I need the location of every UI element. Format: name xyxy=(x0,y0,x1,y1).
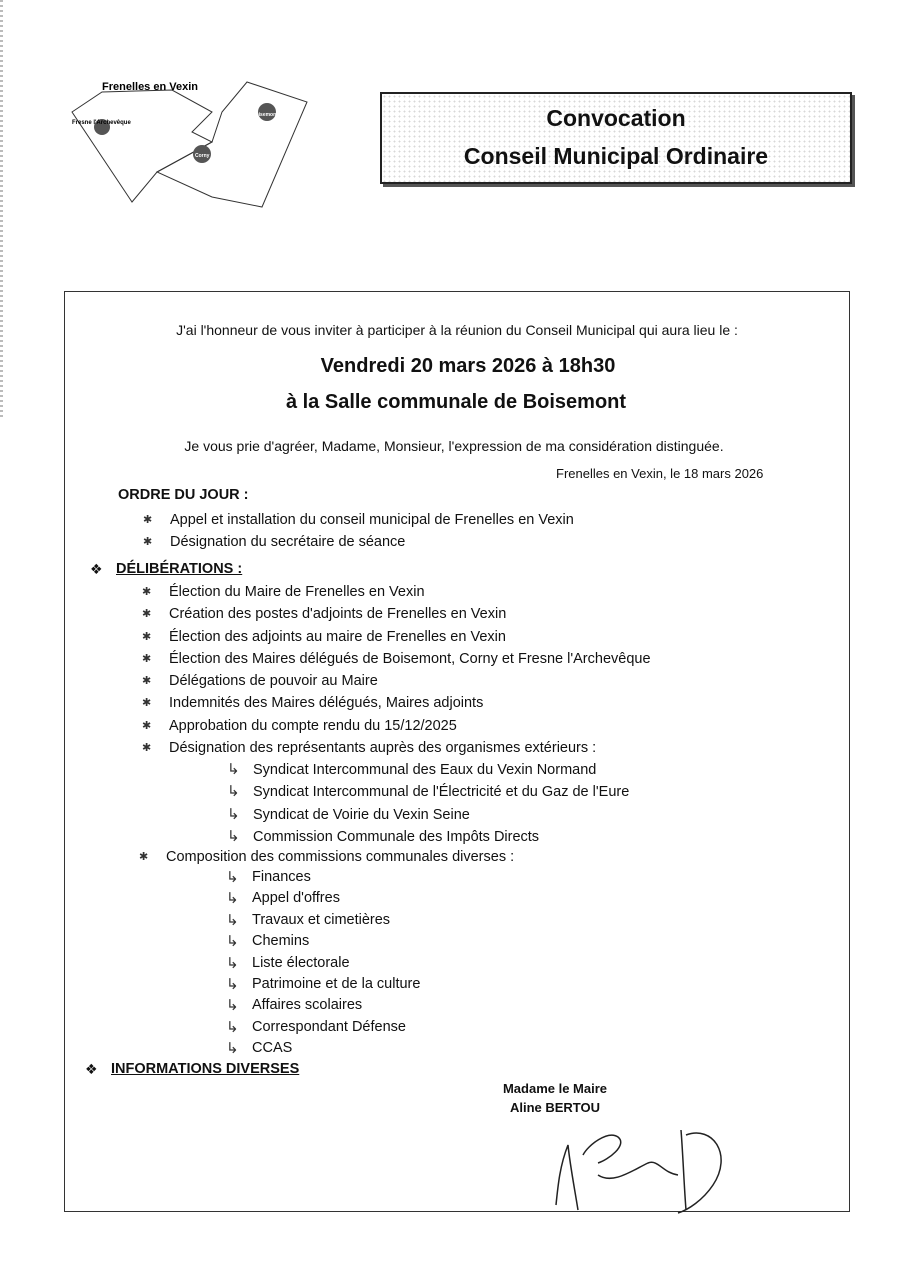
arrow-bullet-icon: ↳ xyxy=(226,1018,239,1036)
star-bullet-icon: ✱ xyxy=(142,608,152,621)
list-item: ↳ Finances xyxy=(252,867,420,888)
list-item: ↳ Correspondant Défense xyxy=(252,1017,420,1038)
commissions-heading-list xyxy=(139,846,515,868)
list-item: ✱ Création des postes d'adjoints de Frenelles en Vexin xyxy=(169,603,651,625)
list-item: ↳ Affaires scolaires xyxy=(252,995,420,1016)
list-item: ✱ Élection du Maire de Frenelles en Vexin xyxy=(169,581,651,603)
list-item: ✱ Appel et installation du conseil municipal de Frenelles en Vexin xyxy=(170,509,574,531)
list-item: ↳ CCAS xyxy=(252,1038,420,1059)
list-item: ↳ Patrimoine et de la culture xyxy=(252,974,420,995)
arrow-bullet-icon: ↳ xyxy=(226,975,239,993)
title-line1: Convocation xyxy=(546,105,686,131)
list-item: ↳ Chemins xyxy=(252,931,420,952)
list-item: ✱ Élection des adjoints au maire de Frenelles en Vexin xyxy=(169,626,651,648)
list-item: ✱ Élection des Maires délégués de Boisemont, Corny et Fresne l'Archevêque xyxy=(169,648,651,670)
star-bullet-icon: ✱ xyxy=(142,742,152,755)
meeting-date: Vendredi 20 mars 2026 à 18h30 xyxy=(320,355,616,377)
star-bullet-icon: ✱ xyxy=(139,851,149,863)
four-diamond-icon: ❖ xyxy=(90,561,103,577)
invitation-intro: J'ai l'honneur de vous inviter à participer à la réunion du Conseil Municipal qui aura lieu le : xyxy=(176,322,738,338)
list-item: ↳ Commission Communale des Impôts Directs xyxy=(253,826,629,848)
star-bullet-icon: ✱ xyxy=(142,675,152,688)
signatory-role: Madame le Maire xyxy=(502,1081,608,1096)
list-item: ✱ Délégations de pouvoir au Maire xyxy=(169,670,651,692)
deliberations-list xyxy=(142,581,651,759)
list-item: ✱ Indemnités des Maires délégués, Maires adjoints xyxy=(169,692,651,714)
star-bullet-icon: ✱ xyxy=(142,586,152,598)
arrow-bullet-icon: ↳ xyxy=(227,783,240,801)
list-item: ↳ Liste électorale xyxy=(252,953,420,974)
handwritten-signature xyxy=(538,1115,738,1215)
arrow-bullet-icon: ↳ xyxy=(226,890,239,908)
informations-heading: ❖ INFORMATIONS DIVERSES xyxy=(85,1061,300,1077)
arrow-bullet-icon: ↳ xyxy=(226,954,239,972)
list-item: ↳ Syndicat Intercommunal de l'Électricité et du Gaz de l'Eure xyxy=(253,781,629,803)
deliberations-heading: ❖ DÉLIBÉRATIONS : xyxy=(90,561,243,577)
arrow-bullet-icon: ↳ xyxy=(226,869,239,886)
municipality-logo xyxy=(62,72,312,212)
list-item: ✱ Désignation des représentants auprès des organismes extérieurs : xyxy=(169,737,651,759)
organisms-list xyxy=(227,759,630,848)
arrow-bullet-icon: ↳ xyxy=(226,911,239,929)
arrow-bullet-icon: ↳ xyxy=(227,827,240,845)
star-bullet-icon: ✱ xyxy=(142,697,152,710)
list-item: ✱ Approbation du compte rendu du 15/12/2025 xyxy=(169,715,651,737)
logo-label-fresne: Fresne l'Archevêque xyxy=(72,120,131,126)
arrow-bullet-icon: ↳ xyxy=(226,1040,239,1058)
logo-label-boisemont: Boisemont xyxy=(252,112,278,118)
star-bullet-icon: ✱ xyxy=(142,719,152,732)
logo-label-corny: Corny xyxy=(195,153,210,159)
star-bullet-icon: ✱ xyxy=(142,630,152,643)
star-bullet-icon: ✱ xyxy=(142,652,152,665)
arrow-bullet-icon: ↳ xyxy=(227,805,240,823)
logo-title: Frenelles en Vexin xyxy=(102,81,198,93)
list-item: ✱ Désignation du secrétaire de séance xyxy=(170,531,574,553)
list-item: ↳ Syndicat Intercommunal des Eaux du Vexin Normand xyxy=(253,759,629,781)
arrow-bullet-icon: ↳ xyxy=(227,761,240,778)
agenda-heading: ORDRE DU JOUR : xyxy=(118,487,249,503)
list-item: ↳ Appel d'offres xyxy=(252,888,420,909)
arrow-bullet-icon: ↳ xyxy=(226,997,239,1015)
list-item: ✱ Composition des commissions communales diverses : xyxy=(166,846,514,868)
scan-edge xyxy=(0,0,3,420)
closing-formula: Je vous prie d'agréer, Madame, Monsieur, l'expression de ma considération distinguée. xyxy=(184,438,724,454)
title-box xyxy=(380,92,852,184)
list-item: ↳ Syndicat de Voirie du Vexin Seine xyxy=(253,804,629,826)
title-line2: Conseil Municipal Ordinaire xyxy=(463,143,769,169)
star-bullet-icon: ✱ xyxy=(143,514,153,526)
four-diamond-icon: ❖ xyxy=(85,1061,98,1077)
meeting-place: à la Salle communale de Boisemont xyxy=(285,391,627,413)
agenda-list xyxy=(143,509,574,554)
signatory-name: Aline BERTOU xyxy=(509,1100,601,1115)
commissions-list xyxy=(226,867,421,1060)
star-bullet-icon: ✱ xyxy=(143,536,153,549)
list-item: ↳ Travaux et cimetières xyxy=(252,910,420,931)
arrow-bullet-icon: ↳ xyxy=(226,933,239,951)
place-and-date: Frenelles en Vexin, le 18 mars 2026 xyxy=(556,466,764,481)
